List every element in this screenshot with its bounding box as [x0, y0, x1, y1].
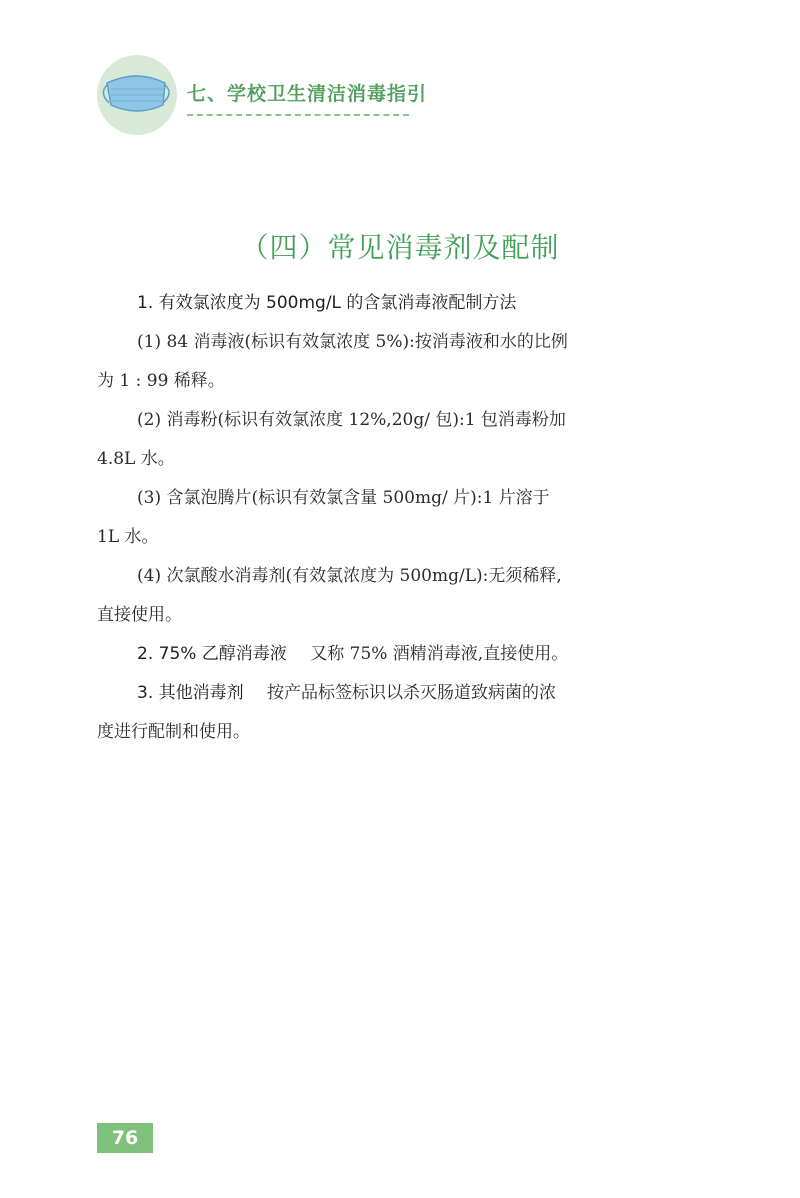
paragraph-1-line-2: 为 1 : 99 稀释。: [97, 371, 225, 391]
paragraph-2-line-2: 4.8L 水。: [97, 449, 175, 469]
paragraph-4-line-2: 直接使用。: [97, 605, 182, 625]
chapter-title: 七、学校卫生清洁消毒指引: [187, 83, 428, 105]
page-number: 76: [97, 1123, 153, 1153]
dashed-divider: [187, 114, 409, 116]
face-mask-icon: [97, 55, 177, 135]
subheading-3-text-line-2: 度进行配制和使用。: [97, 722, 250, 742]
subheading-2-line: [97, 635, 669, 674]
article-body: [97, 284, 669, 752]
paragraph-3-line-1: (3) 含氯泡腾片(标识有效氯含量 500mg/ 片):1 片溶于: [137, 488, 550, 508]
subheading-3: 3. 其他消毒剂: [137, 683, 244, 703]
subheading-2: 2. 75% 乙醇消毒液: [137, 644, 287, 664]
paragraph-2-line-1: (2) 消毒粉(标识有效氯浓度 12%,20g/ 包):1 包消毒粉加: [137, 410, 566, 430]
subheading-3-line: [97, 674, 669, 713]
mask-badge: [97, 55, 177, 135]
subheading-1: 1. 有效氯浓度为 500mg/L 的含氯消毒液配制方法: [137, 293, 517, 313]
paragraph-4-line-1: (4) 次氯酸水消毒剂(有效氯浓度为 500mg/L):无须稀释,: [137, 566, 562, 586]
subheading-2-text: 又称 75% 酒精消毒液,直接使用。: [310, 644, 569, 664]
section-title: （四）常见消毒剂及配制: [240, 231, 560, 264]
paragraph-1-line-1: (1) 84 消毒液(标识有效氯浓度 5%):按消毒液和水的比例: [137, 332, 568, 352]
subheading-3-text: 按产品标签标识以杀灭肠道致病菌的浓: [267, 683, 557, 703]
paragraph-3-line-2: 1L 水。: [97, 527, 159, 547]
